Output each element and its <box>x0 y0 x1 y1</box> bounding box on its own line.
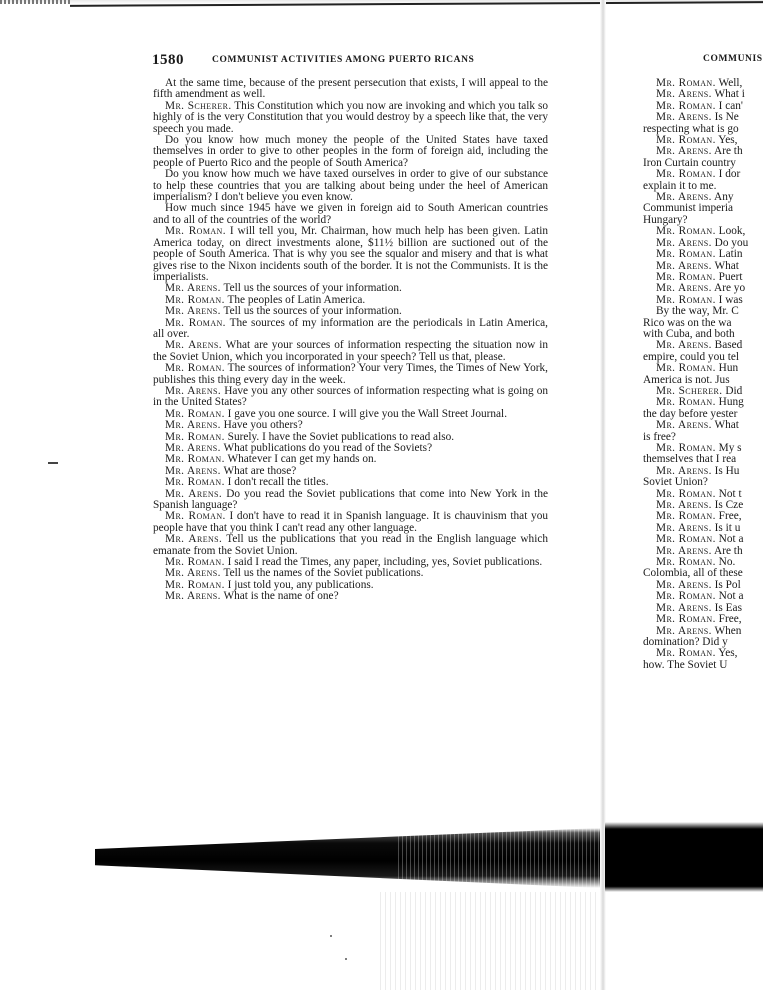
paragraph <box>643 660 763 671</box>
speaker-name: Mr. Roman. <box>656 396 716 409</box>
speaker-name: Mr. Roman. <box>656 442 716 454</box>
speaker-name: Mr. Roman. <box>165 225 226 238</box>
paragraph <box>153 101 548 135</box>
paragraph-text: Do you <box>711 236 749 249</box>
paragraph-text: Is it u <box>711 521 741 534</box>
paragraph-text: Iron Curtain country <box>643 156 736 169</box>
speaker-name: Mr. Arens. <box>656 88 712 101</box>
speaker-name: Mr. Arens. <box>656 544 712 557</box>
speaker-name: Mr. Roman. <box>656 225 716 238</box>
paragraph-text: I will tell you, Mr. Chairman, how much help has been given. Latin America today, on direct investments alone, $11½ billion are suctioned out of the people of South America. That is why you see the squalor and misery and that is what gives rise to the Nixon incidents south of the border. It is not the Communists. It is the imperialists. <box>153 225 548 283</box>
paragraph-text: What are those? <box>220 464 297 477</box>
speaker-name: Mr. Scherer. <box>165 99 232 112</box>
paragraph-text: What i <box>711 88 745 101</box>
paragraph-text: What publications do you read of the Soviets? <box>220 442 433 454</box>
speaker-name: Mr. Arens. <box>656 624 712 637</box>
speaker-name: Mr. Arens. <box>656 236 712 249</box>
speaker-name: Mr. Arens. <box>656 578 712 591</box>
paragraph-text: The peoples of Latin America. <box>224 293 366 306</box>
paragraph-text: Yes, <box>715 134 738 147</box>
paragraph-text: Whatever I can get my hands on. <box>224 453 377 466</box>
paragraph-text: Did <box>722 384 743 397</box>
paragraph-text: At the same time, because of the present persecution that exists, I will appeal to the fifth amendment as well. <box>153 77 548 101</box>
speaker-name: Mr. Roman. <box>165 430 225 443</box>
paragraph-text: Hungary? <box>643 213 688 226</box>
paragraph-text: How much since 1945 have we given in foreign aid to South American countries and to all of the countries of the world? <box>153 202 548 226</box>
speaker-name: Mr. Arens. <box>165 305 221 318</box>
paragraph-text: Are th <box>711 544 743 557</box>
paragraph <box>153 511 548 534</box>
paragraph-text: What is the name of one? <box>220 590 339 603</box>
paragraph-text: By the way, Mr. C <box>656 305 739 318</box>
speaker-name: Mr. Arens. <box>165 487 223 500</box>
speaker-name: Mr. Roman. <box>656 362 716 375</box>
speaker-name: Mr. Arens. <box>656 601 712 614</box>
speaker-name: Mr. Roman. <box>656 510 716 523</box>
paragraph-text: Tell us the sources of your information. <box>220 282 402 295</box>
speaker-name: Mr. Roman. <box>656 168 716 181</box>
paragraph-text: This Constitution which you now are invoking and which you talk so highly of is the very Constitution that you would destroy by a speech like that, the very speech you made. <box>153 99 548 135</box>
paragraph-text: Have you others? <box>220 419 303 432</box>
scan-band-streaks <box>395 822 600 892</box>
paragraph <box>153 363 548 386</box>
paragraph <box>153 78 548 101</box>
paragraph-text: Yes, <box>715 647 738 660</box>
speaker-name: Mr. Arens. <box>165 567 221 580</box>
speaker-name: Mr. Arens. <box>656 191 712 204</box>
paragraph-text: I just told you, any publications. <box>224 578 374 591</box>
paragraph-text: Is Ne <box>711 111 739 124</box>
speaker-name: Mr. Roman. <box>656 647 716 660</box>
scan-noise <box>380 892 600 990</box>
paragraph-text: Are th <box>711 145 743 158</box>
speaker-name: Mr. Roman. <box>165 578 225 591</box>
paragraph-text: Puert <box>715 270 743 283</box>
paragraph-text: I can' <box>715 99 743 112</box>
speaker-name: Mr. Roman. <box>656 99 716 112</box>
paragraph-text: how. The Soviet U <box>643 658 728 671</box>
speaker-name: Mr. Roman. <box>656 78 716 89</box>
paragraph-text: Is Hu <box>711 464 740 477</box>
left-text-column <box>153 78 548 603</box>
paragraph-text: Tell us the sources of your information. <box>220 305 402 318</box>
paragraph-text: Is Pol <box>711 578 741 591</box>
paragraph-text: with Cuba, and both <box>643 327 735 340</box>
paragraph <box>153 386 548 409</box>
paragraph <box>153 135 548 169</box>
speaker-name: Mr. Arens. <box>656 339 712 352</box>
paragraph-text: is free? <box>643 430 676 443</box>
speaker-name: Mr. Roman. <box>165 316 226 329</box>
speaker-name: Mr. Roman. <box>656 293 716 306</box>
speaker-name: Mr. Arens. <box>165 464 221 477</box>
paragraph <box>153 169 548 203</box>
speaker-name: Mr. Arens. <box>165 590 221 603</box>
speaker-name: Mr. Roman. <box>656 533 716 546</box>
speaker-name: Mr. Scherer. <box>656 384 723 397</box>
scan-speck <box>330 935 332 937</box>
paragraph <box>153 340 548 363</box>
speaker-name: Mr. Roman. <box>165 510 226 523</box>
paragraph-text: America is not. Jus <box>643 373 730 386</box>
speaker-name: Mr. Roman. <box>165 453 225 466</box>
paragraph-text: Free, <box>715 510 742 523</box>
paragraph-text: When <box>711 624 742 637</box>
speaker-name: Mr. Arens. <box>165 419 221 432</box>
speaker-name: Mr. Roman. <box>656 590 716 603</box>
paragraph <box>153 203 548 226</box>
paragraph-text: Have you any other sources of information respecting what is going on in the United States? <box>153 384 549 409</box>
paragraph-text: I said I read the Times, any paper, including, yes, Soviet publications. <box>224 556 543 569</box>
top-rule-line <box>70 1 763 7</box>
paragraph <box>153 318 548 341</box>
paragraph-text: Surely. I have the Soviet publications to read also. <box>224 430 455 443</box>
speaker-name: Mr. Arens. <box>656 419 712 432</box>
paragraph-text: Look, <box>715 225 746 238</box>
speaker-name: Mr. Arens. <box>165 442 221 454</box>
paragraph-text: domination? Did y <box>643 635 728 648</box>
paragraph-text: The sources of information? Your very Times, the Times of New York, publishes this thing every day in the week. <box>153 362 548 386</box>
speaker-name: Mr. Roman. <box>656 613 716 626</box>
paragraph-text: Based <box>711 339 743 352</box>
scan-speck <box>345 958 347 960</box>
speaker-name: Mr. Roman. <box>656 270 716 283</box>
paragraph-text: I dor <box>715 168 741 181</box>
speaker-name: Mr. Roman. <box>165 476 225 489</box>
paragraph-text: Hun <box>715 362 739 375</box>
paragraph-text: What <box>711 419 739 432</box>
paragraph <box>153 591 548 602</box>
paragraph-text: Do you read the Soviet publications that come into New York in the Spanish language? <box>153 487 548 512</box>
paragraph-text: Hung <box>715 396 744 409</box>
paragraph <box>153 489 548 512</box>
paragraph-text: What are your sources of information respecting the situation now in the Soviet Union, which you incorporated in your speech? Tell us that, please. <box>153 339 548 363</box>
speaker-name: Mr. Roman. <box>656 134 716 147</box>
paragraph-text: Tell us the names of the Soviet publications. <box>220 567 424 580</box>
scan-band-right <box>605 822 763 892</box>
speaker-name: Mr. Roman. <box>656 487 716 500</box>
paragraph-text: I don't have to read it in Spanish language. It is chauvinism that you people have that you think I can't read any other language. <box>153 510 548 534</box>
speaker-name: Mr. Arens. <box>656 259 712 272</box>
paragraph-text: No. <box>715 556 736 569</box>
paragraph-text: Not a <box>715 533 744 546</box>
paragraph-text: Do you know how much we have taxed ourselves in order to give of our substance to help these countries that you are talking about being under the heel of American imperialism? I don't believe you even know. <box>153 168 548 204</box>
paragraph-text: The sources of my information are the periodicals in Latin America, all over. <box>153 316 548 340</box>
speaker-name: Mr. Arens. <box>165 339 222 352</box>
margin-mark <box>48 462 58 464</box>
speaker-name: Mr. Arens. <box>656 464 712 477</box>
scan-dark-band <box>95 822 763 892</box>
paragraph-text: Colombia, all of these <box>643 567 743 580</box>
paragraph-text: Not a <box>715 590 744 603</box>
paragraph-text: Not t <box>715 487 742 500</box>
paragraph-text: Latin <box>715 248 743 261</box>
paragraph-text: Tell us the publications that you read in the English language which emanate from the Soviet Union. <box>153 533 548 557</box>
paragraph <box>153 226 548 283</box>
running-title: COMMUNIST ACTIVITIES AMONG PUERTO RICANS <box>212 55 475 65</box>
paragraph-text: Is Eas <box>711 601 742 614</box>
paragraph-text: What <box>711 259 739 272</box>
top-scan-edge <box>0 0 763 14</box>
paragraph-text: I don't recall the titles. <box>224 476 329 489</box>
speaker-name: Mr. Roman. <box>656 248 716 261</box>
paragraph <box>153 534 548 557</box>
speaker-name: Mr. Arens. <box>656 145 712 158</box>
speaker-name: Mr. Roman. <box>165 407 225 420</box>
right-text-column <box>643 78 763 778</box>
paragraph-text: explain it to me. <box>643 179 717 192</box>
speaker-name: Mr. Roman. <box>165 556 225 569</box>
paragraph-text: I was <box>715 293 743 306</box>
speaker-name: Mr. Arens. <box>656 111 712 124</box>
paragraph-text: themselves that I rea <box>643 453 737 466</box>
paragraph-text: Soviet Union? <box>643 476 708 489</box>
speaker-name: Mr. Arens. <box>656 521 712 534</box>
paragraph-text: Do you know how much money the people of the United States have taxed themselves in order to give to other peoples in the form of foreign aid, including the people of Puerto Rico and the people of South America? <box>153 134 548 169</box>
speaker-name: Mr. Roman. <box>656 556 716 569</box>
paragraph-text: Communist imperia <box>643 202 734 215</box>
paragraph-text: Is Cze <box>711 499 744 512</box>
paragraph-text: My s <box>715 442 742 454</box>
speaker-name: Mr. Roman. <box>165 362 225 375</box>
page-header <box>152 52 592 70</box>
paragraph-text: Rico was on the wa <box>643 316 732 329</box>
paragraph-text: Are yo <box>711 282 746 295</box>
paragraph-text: I gave you one source. I will give you the Wall Street Journal. <box>224 407 508 420</box>
paragraph-text: Any <box>711 191 734 204</box>
speaker-name: Mr. Roman. <box>165 293 225 306</box>
paragraph-text: Free, <box>715 613 742 626</box>
page-number: 1580 <box>152 52 184 68</box>
paragraph-text: the day before yester <box>643 407 738 420</box>
speaker-name: Mr. Arens. <box>165 384 222 397</box>
speaker-name: Mr. Arens. <box>165 282 221 295</box>
top-dotted-edge <box>0 0 70 4</box>
paragraph-text: Well, <box>715 78 743 89</box>
speaker-name: Mr. Arens. <box>656 282 712 295</box>
paragraph-text: respecting what is go <box>643 122 739 135</box>
speaker-name: Mr. Arens. <box>165 533 223 546</box>
speaker-name: Mr. Arens. <box>656 499 712 512</box>
paragraph-text: empire, could you tel <box>643 350 739 363</box>
running-title-right: COMMUNIS <box>703 54 763 64</box>
